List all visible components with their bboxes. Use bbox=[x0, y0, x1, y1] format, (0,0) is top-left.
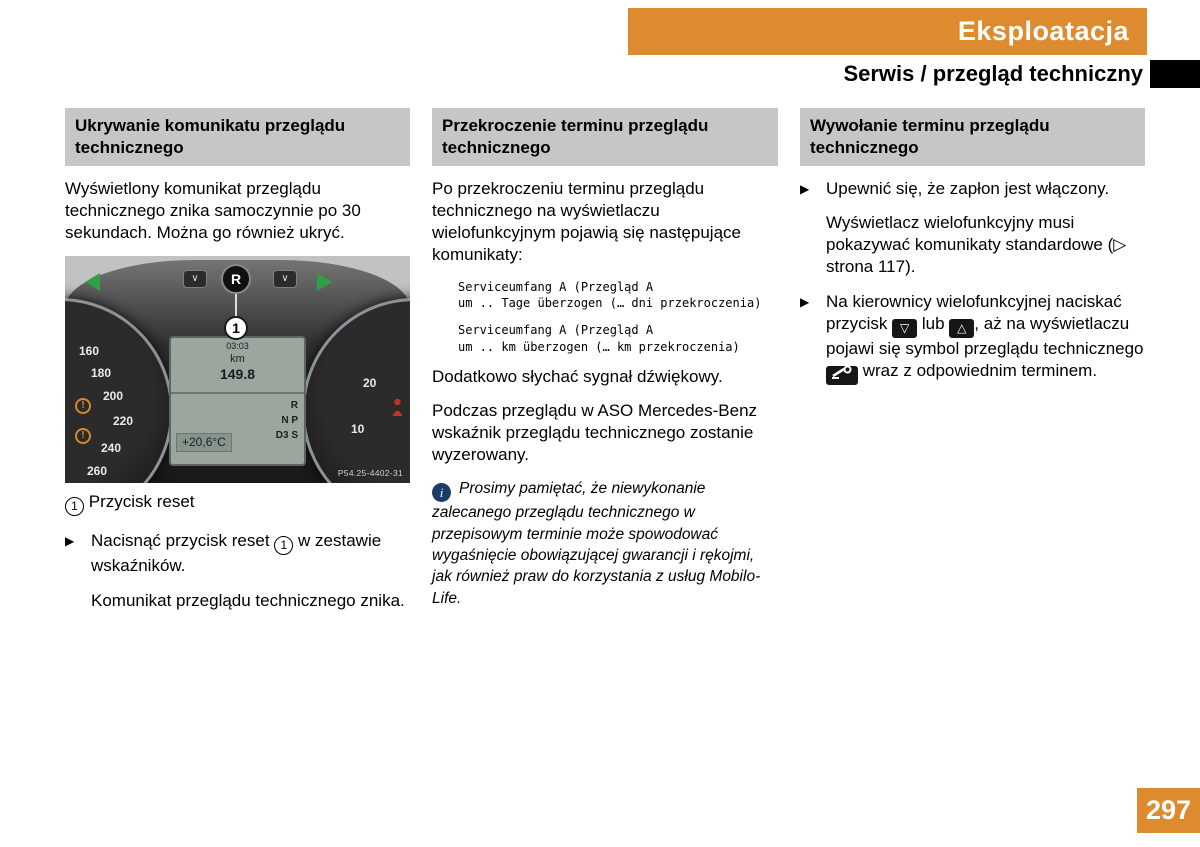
gauge-number: 20 bbox=[363, 376, 377, 391]
outside-temperature: +20,6°C bbox=[176, 433, 232, 453]
info-note bbox=[432, 478, 778, 609]
figure-caption: 1 Przycisk reset bbox=[65, 491, 410, 516]
callout-1-icon: 1 bbox=[274, 536, 293, 555]
display-bottom-area bbox=[171, 394, 304, 462]
instruction-bullet bbox=[800, 291, 1145, 397]
gauge-number: 200 bbox=[103, 389, 124, 404]
gauge-number: 240 bbox=[101, 441, 122, 456]
instrument-cluster-figure bbox=[65, 256, 410, 483]
chapter-title: Eksploatacja bbox=[957, 16, 1129, 46]
gauge-number: 10 bbox=[351, 422, 365, 437]
turn-signal-left-icon bbox=[85, 273, 100, 291]
col3-bullet1-text: Upewnić się, że zapłon jest włączony. bbox=[826, 179, 1110, 199]
section-tab-marker bbox=[1150, 60, 1200, 88]
instruction-bullet bbox=[65, 530, 410, 589]
display-message-2: Serviceumfang A (Przegląd A um .. km überzogen (… km przekroczenia) bbox=[458, 323, 740, 354]
callout-1-marker: 1 bbox=[224, 316, 248, 340]
col1-heading: Ukrywanie komunikatu przeglądu technicznego bbox=[65, 108, 410, 166]
service-symbol-icon bbox=[826, 366, 858, 385]
chapter-header-bar bbox=[628, 8, 1147, 55]
col2-paragraph-2: Dodatkowo słychać sygnał dźwiękowy. bbox=[432, 366, 723, 386]
col1-bullet1-result: Komunikat przeglądu technicznego znika. bbox=[91, 590, 405, 610]
section-title: Serwis / przegląd techniczny bbox=[843, 61, 1143, 86]
odometer-area bbox=[171, 338, 304, 394]
turn-signal-right-icon bbox=[317, 273, 332, 291]
page-number: 297 bbox=[1137, 788, 1200, 833]
seatbelt-warning-icon bbox=[391, 398, 404, 423]
col1-bullet1-text: Nacisnąć przycisk reset 1 w zestawie wskaźników. bbox=[91, 531, 382, 576]
bullet-marker-icon: ▶ bbox=[800, 294, 810, 309]
col2-paragraph-3: Podczas przeglądu w ASO Mercedes-Benz wskaźnik przeglądu technicznego zostanie wyzerowany. bbox=[432, 400, 758, 465]
figure-part-number: P54.25-4402-31 bbox=[337, 468, 403, 479]
reset-button: R bbox=[221, 264, 251, 294]
scroll-down-button-icon: ▽ bbox=[892, 319, 917, 338]
multifunction-display bbox=[169, 336, 306, 466]
gauge-number: 220 bbox=[113, 414, 134, 429]
bullet-marker-icon: ▶ bbox=[65, 534, 75, 549]
callout-1-icon: 1 bbox=[65, 497, 84, 516]
instruction-bullet bbox=[800, 178, 1145, 212]
cluster-button-right-icon: ∨ bbox=[273, 270, 297, 288]
col1-paragraph-1: Wyświetlony komunikat przeglądu technicznego znika samoczynnie po 30 sekundach. Można go również ukryć. bbox=[65, 179, 361, 243]
info-icon: i bbox=[432, 483, 451, 502]
odometer-unit: km bbox=[230, 353, 245, 366]
cluster-button-left-icon: ∨ bbox=[183, 270, 207, 288]
column-overdue-service bbox=[432, 108, 778, 621]
gear-indicator: R N P D3 S bbox=[275, 400, 298, 442]
column-call-up-service-date bbox=[800, 108, 1145, 397]
gauge-number: 160 bbox=[79, 344, 100, 359]
gauge-number: 180 bbox=[91, 366, 112, 381]
display-message-1: Serviceumfang A (Przegląd A um .. Tage überzogen (… dni przekroczenia) bbox=[458, 279, 762, 311]
gauge-number: 260 bbox=[87, 464, 108, 479]
column-hide-message bbox=[65, 108, 410, 624]
col2-heading: Przekroczenie terminu przeglądu technicznego bbox=[432, 108, 778, 166]
tire-pressure-warning-icon: ! bbox=[75, 428, 91, 444]
odometer-value: 149.8 bbox=[219, 365, 256, 382]
warning-lamp-icon: ! bbox=[75, 398, 91, 414]
col3-bullet2-text: Na kierownicy wielofunkcyjnej naciskać przycisk ▽ lub △ , aż na wyświetlaczu pojawi się symbol przeglądu technicznego wraz z odpowiednim terminem. bbox=[826, 291, 1145, 385]
col3-heading: Wywołanie terminu przeglądu technicznego bbox=[800, 108, 1145, 166]
scroll-up-button-icon: △ bbox=[949, 319, 974, 338]
note-text: Prosimy pamiętać, że niewykonanie zalecanego przeglądu technicznego w przepisowym terminie może spowodować wygaśnięcie obowiązującej gwarancji i rękojmi, jak również praw do korzystania z usług Mobilo-Life. bbox=[432, 480, 761, 607]
col3-bullet1-note: Wyświetlacz wielofunkcyjny musi pokazywać komunikaty standardowe (▷ strona 117). bbox=[826, 213, 1127, 277]
col2-paragraph-1: Po przekroczeniu terminu przeglądu technicznego na wyświetlaczu wielofunkcyjnym pojawią się następujące komunikaty: bbox=[432, 179, 741, 265]
bullet-marker-icon: ▶ bbox=[800, 182, 810, 197]
display-time: 03:03 bbox=[226, 341, 249, 352]
